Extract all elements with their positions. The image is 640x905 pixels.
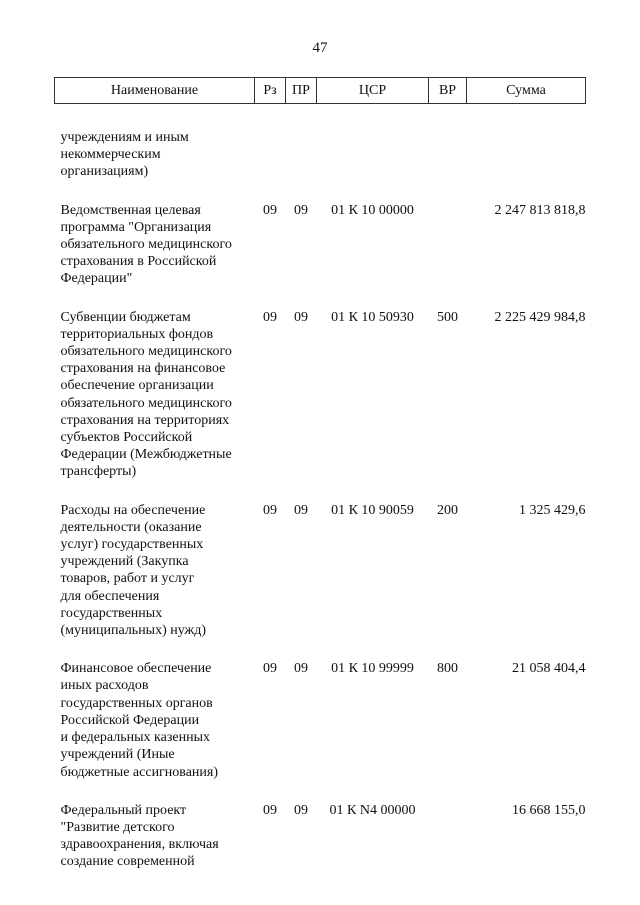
table-row <box>55 104 586 202</box>
cell-pr: 09 <box>294 502 308 518</box>
table-row <box>55 660 586 801</box>
cell-name: Расходы на обеспечение деятельности (оказание услуг) государственных учреждений (Закупка товаров, работ и услуг для обеспечения государственных (муниципальных) нужд) <box>60 502 207 639</box>
cell-vr: 500 <box>437 309 458 325</box>
cell-csr: 01 К 10 99999 <box>331 661 414 677</box>
cell-vr: 200 <box>437 502 458 518</box>
header-name: Наименование <box>55 78 255 104</box>
table-row <box>55 309 586 502</box>
cell-rz: 09 <box>263 202 277 218</box>
cell-rz <box>255 104 286 202</box>
cell-csr: 01 К 10 90059 <box>331 502 414 518</box>
cell-pr: 09 <box>294 309 308 325</box>
cell-vr <box>429 202 467 309</box>
cell-name: учреждениям и иным некоммерческим организациям) <box>60 130 189 180</box>
cell-pr: 09 <box>294 661 308 677</box>
header-pr: ПР <box>286 78 317 104</box>
cell-vr <box>429 802 467 892</box>
cell-csr: 01 К 10 50930 <box>331 309 414 325</box>
cell-sum: 16 668 155,0 <box>512 802 586 818</box>
cell-sum: 21 058 404,4 <box>512 661 586 677</box>
cell-sum: 1 325 429,6 <box>519 502 586 518</box>
cell-rz: 09 <box>263 661 277 677</box>
cell-name: Финансовое обеспечение иных расходов государственных органов Российской Федерации и федеральных казенных учреждений (Иные бюджетные ассигнования) <box>60 661 219 780</box>
cell-sum: 2 225 429 984,8 <box>494 309 586 325</box>
header-vr: ВР <box>429 78 467 104</box>
table-body <box>55 104 586 892</box>
cell-pr: 09 <box>294 802 308 818</box>
page-number: 47 <box>312 40 328 56</box>
cell-vr <box>429 104 467 202</box>
cell-rz: 09 <box>263 802 277 818</box>
cell-name: Федеральный проект "Развитие детского здравоохранения, включая создание современной <box>60 802 219 870</box>
header-row <box>55 78 586 104</box>
cell-csr <box>317 104 429 202</box>
table-header <box>55 78 586 104</box>
header-rz: Рз <box>255 78 286 104</box>
cell-rz: 09 <box>263 309 277 325</box>
cell-name: Субвенции бюджетам территориальных фондов обязательного медицинского страхования на финансовое обеспечение организации обязательного медицинского страхования на территориях субъектов Российской Федерации (Межбюджетные трансферты) <box>60 309 232 480</box>
cell-csr: 01 К 10 00000 <box>331 202 414 218</box>
header-sum: Сумма <box>467 78 586 104</box>
table-row <box>55 502 586 661</box>
cell-sum: 2 247 813 818,8 <box>494 202 586 218</box>
cell-rz: 09 <box>263 502 277 518</box>
cell-vr: 800 <box>437 661 458 677</box>
cell-pr: 09 <box>294 202 308 218</box>
table-row <box>55 802 586 892</box>
header-csr: ЦСР <box>317 78 429 104</box>
table-row <box>55 202 586 309</box>
cell-pr <box>286 104 317 202</box>
cell-name: Ведомственная целевая программа "Организация обязательного медицинского страхования в Российской Федерации" <box>60 202 232 287</box>
budget-table <box>54 77 586 892</box>
cell-sum <box>467 104 586 202</box>
cell-csr: 01 К N4 00000 <box>329 802 416 818</box>
